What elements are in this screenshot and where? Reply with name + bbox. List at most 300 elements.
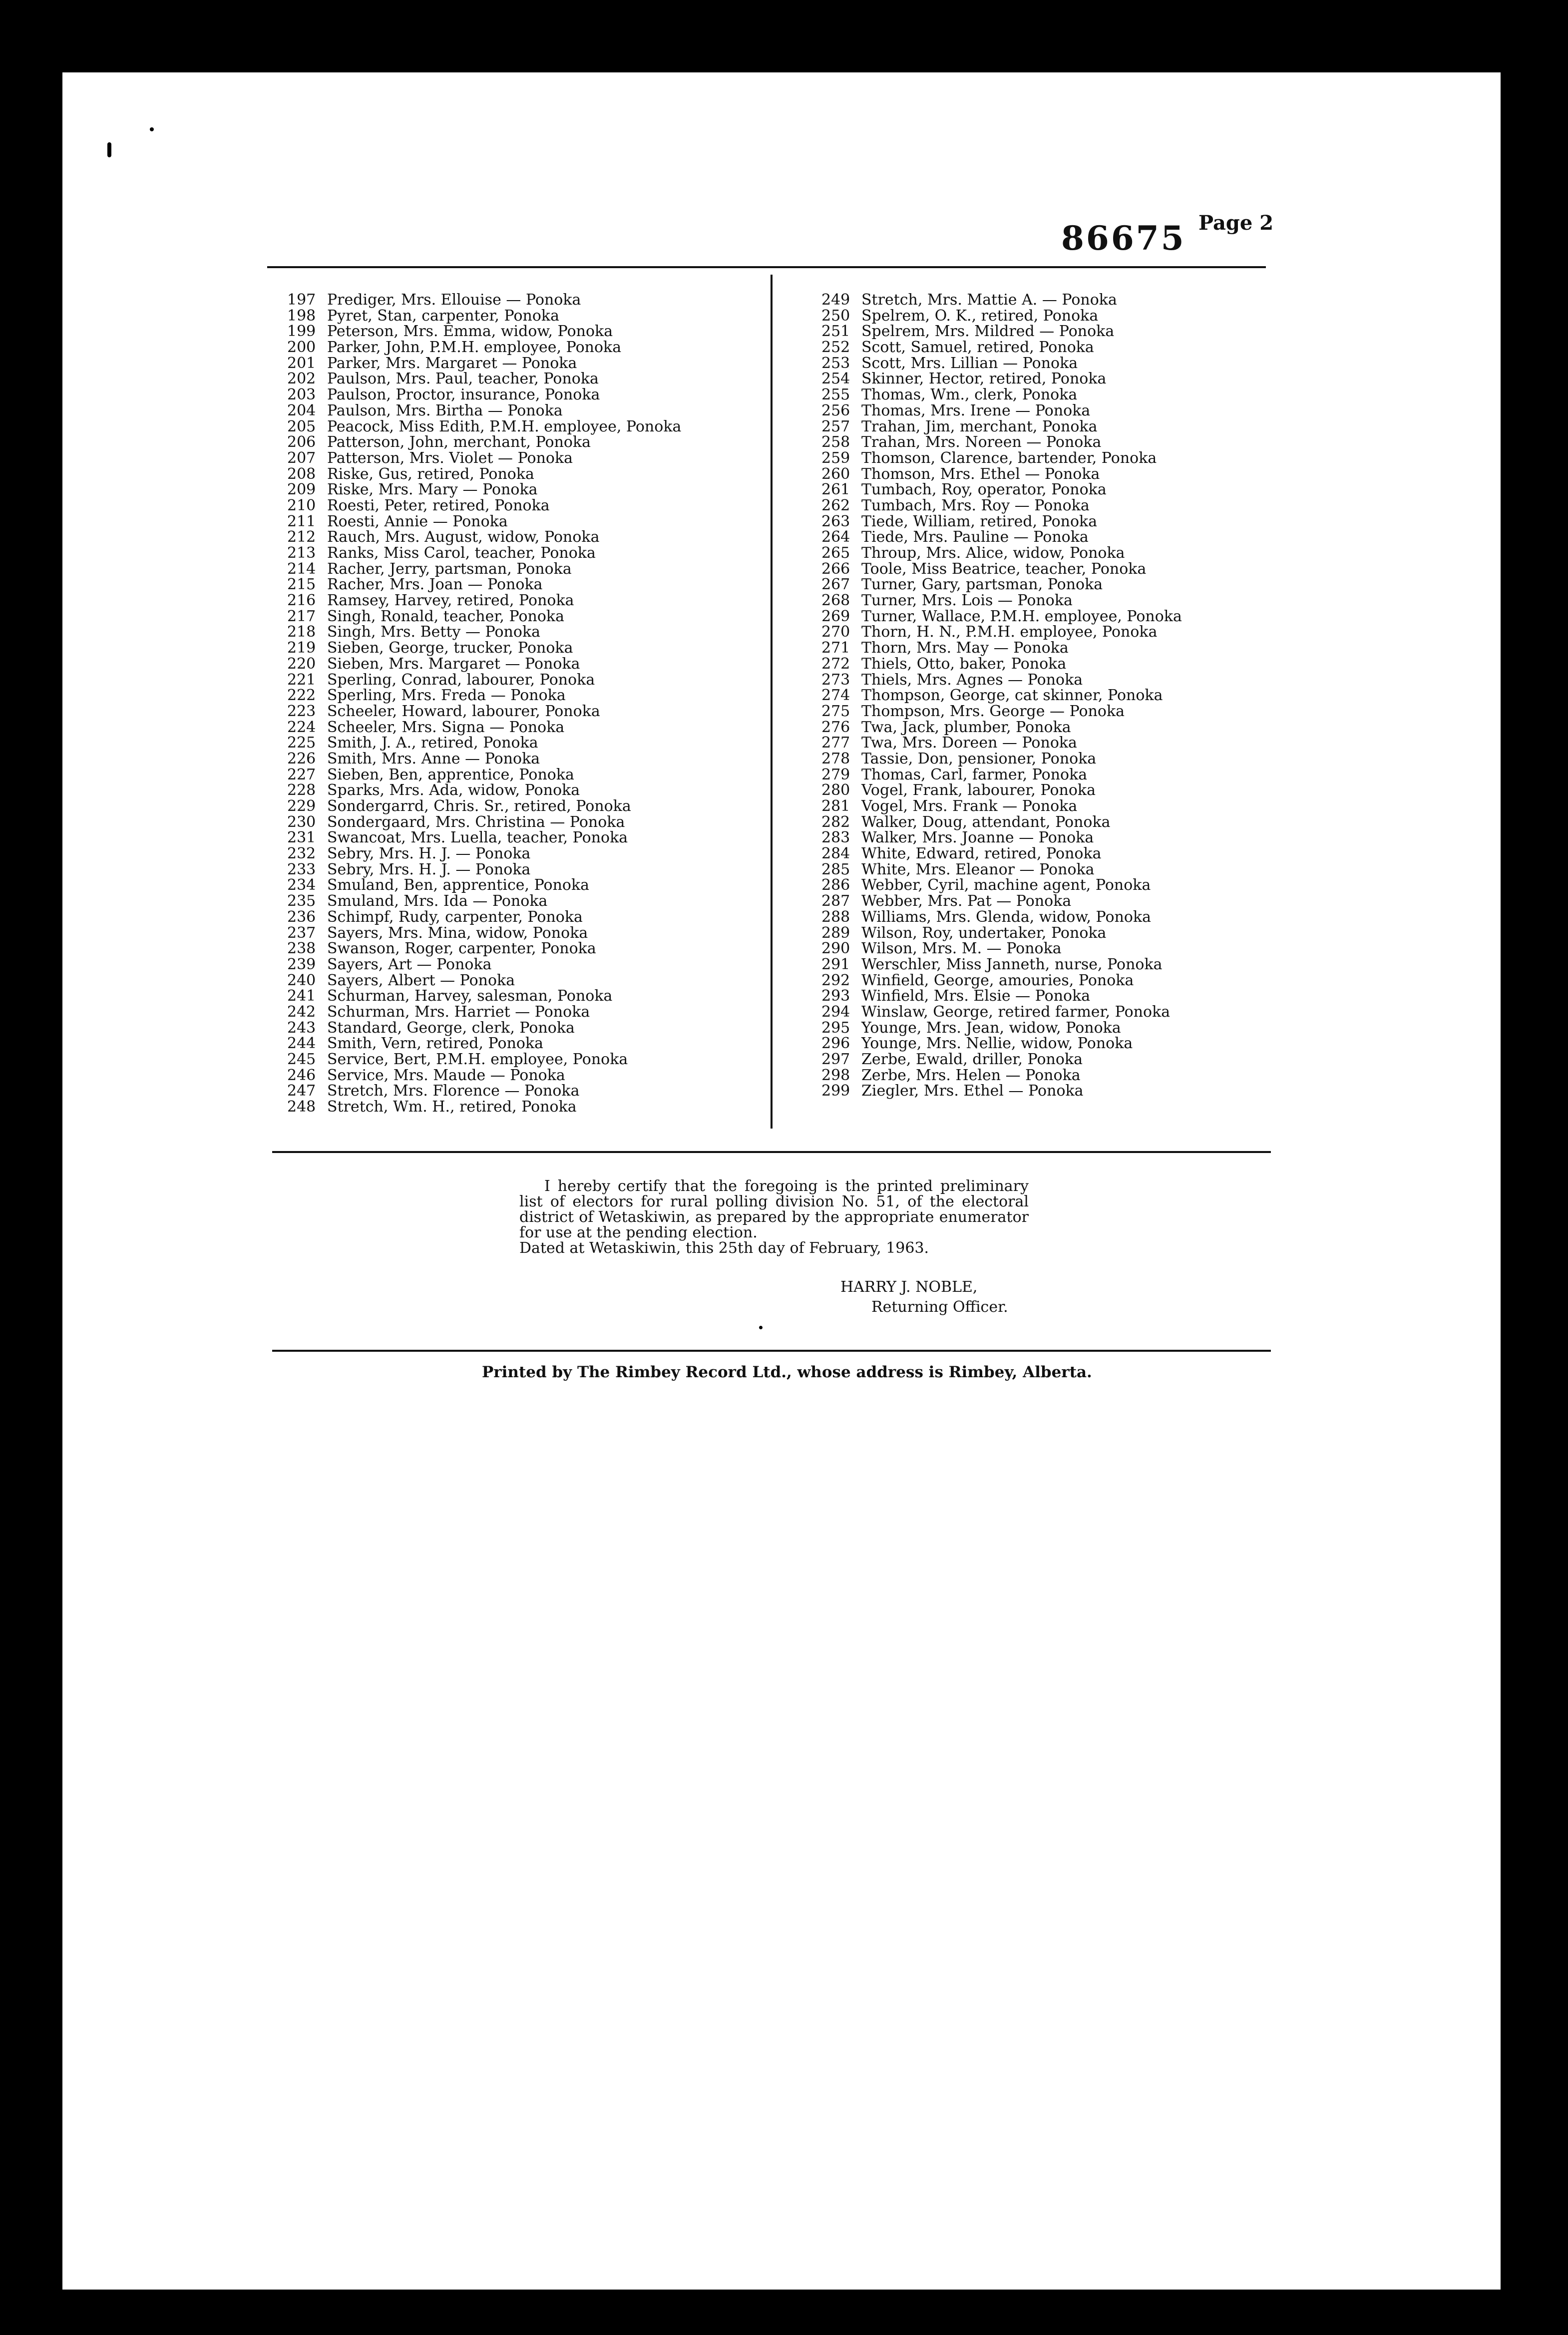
entry-number: 265 <box>821 544 850 562</box>
entry-name: Roesti, Annie — Ponoka <box>327 512 508 530</box>
entry-number: 255 <box>821 386 850 404</box>
entry-number: 298 <box>821 1066 850 1084</box>
page-number: Page 2 <box>1198 211 1274 235</box>
entry-number: 219 <box>287 639 316 657</box>
entry-number: 217 <box>287 607 316 625</box>
entry-number: 293 <box>821 987 850 1005</box>
entry-number: 292 <box>821 971 850 989</box>
entry-name: Throup, Mrs. Alice, widow, Ponoka <box>861 544 1125 562</box>
elector-entry <box>821 308 1182 324</box>
elector-entry <box>821 371 1182 387</box>
entry-number: 231 <box>287 829 316 847</box>
elector-entry <box>821 466 1182 482</box>
entry-number: 236 <box>287 908 316 926</box>
elector-entry <box>287 688 681 704</box>
elector-entry <box>287 1052 681 1068</box>
entry-name: Thomas, Wm., clerk, Ponoka <box>861 386 1078 404</box>
entry-number: 258 <box>821 433 850 451</box>
elector-entry <box>821 1004 1182 1020</box>
elector-entry <box>287 720 681 736</box>
elector-entry <box>287 909 681 925</box>
elector-entry <box>821 482 1182 498</box>
entry-number: 290 <box>821 940 850 958</box>
entry-name: Tiede, Mrs. Pauline — Ponoka <box>861 528 1089 546</box>
entry-name: Spelrem, Mrs. Mildred — Ponoka <box>861 323 1115 341</box>
elector-entry <box>821 387 1182 403</box>
entry-name: Stretch, Mrs. Florence — Ponoka <box>327 1082 580 1100</box>
entry-number: 267 <box>821 576 850 594</box>
entry-name: Zerbe, Mrs. Helen — Ponoka <box>861 1066 1081 1084</box>
entry-name: Thomson, Mrs. Ethel — Ponoka <box>861 465 1100 483</box>
entry-number: 285 <box>821 860 850 878</box>
elector-entry <box>287 324 681 340</box>
entry-name: Schurman, Harvey, salesman, Ponoka <box>327 987 613 1005</box>
entry-name: Sieben, Ben, apprentice, Ponoka <box>327 766 574 783</box>
entry-number: 259 <box>821 449 850 467</box>
entry-number: 297 <box>821 1051 850 1068</box>
entry-name: Schimpf, Rudy, carpenter, Ponoka <box>327 908 583 926</box>
elector-entry <box>821 862 1182 878</box>
entry-name: Swancoat, Mrs. Luella, teacher, Ponoka <box>327 829 628 847</box>
entry-number: 264 <box>821 528 850 546</box>
entry-number: 220 <box>287 655 316 673</box>
entry-name: Thiels, Otto, baker, Ponoka <box>861 655 1067 673</box>
entry-number: 289 <box>821 924 850 942</box>
entry-number: 291 <box>821 955 850 973</box>
entry-name: Thompson, George, cat skinner, Ponoka <box>861 687 1163 705</box>
entry-number: 251 <box>821 323 850 341</box>
elector-entry <box>821 704 1182 720</box>
entry-number: 288 <box>821 908 850 926</box>
entry-name: Racher, Jerry, partsman, Ponoka <box>327 560 572 578</box>
elector-entry <box>287 640 681 656</box>
elector-entry <box>287 988 681 1004</box>
entry-name: Scheeler, Mrs. Signa — Ponoka <box>327 718 565 736</box>
elector-entry <box>821 498 1182 514</box>
elector-entry <box>287 529 681 545</box>
elector-entry <box>287 308 681 324</box>
entry-number: 276 <box>821 718 850 736</box>
elector-entry <box>821 434 1182 450</box>
elector-entry <box>287 292 681 308</box>
elector-entry <box>821 529 1182 545</box>
entry-number: 226 <box>287 750 316 768</box>
entry-number: 197 <box>287 291 316 309</box>
elector-entry <box>821 1068 1182 1084</box>
entry-name: Sparks, Mrs. Ada, widow, Ponoka <box>327 781 580 799</box>
elector-entry <box>287 561 681 577</box>
entry-name: Stretch, Wm. H., retired, Ponoka <box>327 1098 577 1116</box>
elector-entry <box>287 877 681 893</box>
entry-name: Tassie, Don, pensioner, Ponoka <box>861 750 1097 768</box>
entry-name: Thompson, Mrs. George — Ponoka <box>861 702 1125 720</box>
entry-name: Scheeler, Howard, labourer, Ponoka <box>327 702 600 720</box>
entry-number: 209 <box>287 481 316 499</box>
elector-list-right <box>821 292 1182 1099</box>
entry-number: 202 <box>287 370 316 388</box>
elector-entry <box>821 403 1182 419</box>
entry-number: 221 <box>287 671 316 689</box>
entry-number: 280 <box>821 781 850 799</box>
entry-number: 278 <box>821 750 850 768</box>
scan-mark <box>150 127 154 131</box>
entry-number: 256 <box>821 401 850 419</box>
certification-block <box>519 1178 1029 1256</box>
entry-name: Sebry, Mrs. H. J. — Ponoka <box>327 845 531 863</box>
elector-entry <box>821 672 1182 688</box>
entry-name: Service, Bert, P.M.H. employee, Ponoka <box>327 1051 628 1068</box>
elector-entry <box>287 498 681 514</box>
entry-name: Sayers, Albert — Ponoka <box>327 971 515 989</box>
elector-entry <box>287 466 681 482</box>
elector-entry <box>287 925 681 941</box>
entry-name: Sondergaard, Mrs. Christina — Ponoka <box>327 813 625 831</box>
entry-name: Sieben, Mrs. Margaret — Ponoka <box>327 655 580 673</box>
entry-number: 279 <box>821 766 850 783</box>
elector-entry <box>821 292 1182 308</box>
entry-name: Paulson, Proctor, insurance, Ponoka <box>327 386 600 404</box>
elector-entry <box>287 1099 681 1115</box>
elector-entry <box>287 893 681 909</box>
entry-number: 223 <box>287 702 316 720</box>
middle-divider <box>272 1151 1271 1153</box>
scan-mark <box>107 142 111 157</box>
elector-entry <box>287 973 681 989</box>
entry-name: Sayers, Art — Ponoka <box>327 955 492 973</box>
entry-number: 272 <box>821 655 850 673</box>
elector-entry <box>287 735 681 751</box>
elector-entry <box>821 925 1182 941</box>
elector-entry <box>287 514 681 530</box>
elector-entry <box>287 814 681 830</box>
entry-name: Tumbach, Roy, operator, Ponoka <box>861 481 1107 499</box>
elector-entry <box>821 545 1182 561</box>
entry-name: Trahan, Mrs. Noreen — Ponoka <box>861 433 1102 451</box>
entry-number: 273 <box>821 671 850 689</box>
entry-number: 268 <box>821 592 850 610</box>
entry-name: Smith, J. A., retired, Ponoka <box>327 734 538 752</box>
entry-number: 274 <box>821 687 850 705</box>
elector-entry <box>821 909 1182 925</box>
elector-entry <box>287 403 681 419</box>
entry-name: Parker, John, P.M.H. employee, Ponoka <box>327 339 622 357</box>
elector-entry <box>287 1083 681 1099</box>
entry-name: Webber, Mrs. Pat — Ponoka <box>861 892 1072 910</box>
entry-name: Walker, Mrs. Joanne — Ponoka <box>861 829 1094 847</box>
entry-number: 275 <box>821 702 850 720</box>
entry-number: 232 <box>287 845 316 863</box>
elector-entry <box>821 450 1182 466</box>
elector-entry <box>821 356 1182 372</box>
elector-entry <box>287 782 681 798</box>
entry-number: 199 <box>287 323 316 341</box>
entry-number: 239 <box>287 955 316 973</box>
elector-entry <box>821 720 1182 736</box>
entry-name: Peterson, Mrs. Emma, widow, Ponoka <box>327 323 613 341</box>
elector-entry <box>287 450 681 466</box>
entry-number: 249 <box>821 291 850 309</box>
elector-entry <box>821 656 1182 672</box>
entry-number: 205 <box>287 417 316 435</box>
entry-number: 282 <box>821 813 850 831</box>
entry-number: 208 <box>287 465 316 483</box>
entry-number: 207 <box>287 449 316 467</box>
elector-entry <box>287 387 681 403</box>
entry-number: 283 <box>821 829 850 847</box>
entry-number: 224 <box>287 718 316 736</box>
elector-entry <box>287 1036 681 1052</box>
entry-name: Ziegler, Mrs. Ethel — Ponoka <box>861 1082 1084 1100</box>
entry-name: Scott, Mrs. Lillian — Ponoka <box>861 354 1078 372</box>
entry-number: 247 <box>287 1082 316 1100</box>
entry-number: 214 <box>287 560 316 578</box>
entry-name: Thorn, Mrs. May — Ponoka <box>861 639 1069 657</box>
elector-entry <box>821 941 1182 957</box>
entry-number: 206 <box>287 433 316 451</box>
entry-name: Toole, Miss Beatrice, teacher, Ponoka <box>861 560 1147 578</box>
entry-number: 277 <box>821 734 850 752</box>
elector-entry <box>287 340 681 356</box>
entry-number: 248 <box>287 1098 316 1116</box>
entry-name: Ramsey, Harvey, retired, Ponoka <box>327 592 574 610</box>
entry-name: Thomson, Clarence, bartender, Ponoka <box>861 449 1157 467</box>
entry-number: 253 <box>821 354 850 372</box>
elector-entry <box>287 434 681 450</box>
entry-name: Pyret, Stan, carpenter, Ponoka <box>327 307 559 325</box>
entry-number: 284 <box>821 845 850 863</box>
signatory-name: HARRY J. NOBLE, <box>840 1278 978 1296</box>
entry-name: Zerbe, Ewald, driller, Ponoka <box>861 1051 1083 1068</box>
entry-name: Werschler, Miss Janneth, nurse, Ponoka <box>861 955 1163 973</box>
elector-entry <box>287 767 681 783</box>
entry-name: Paulson, Mrs. Paul, teacher, Ponoka <box>327 370 599 388</box>
elector-entry <box>821 830 1182 846</box>
entry-name: Thomas, Carl, farmer, Ponoka <box>861 766 1088 783</box>
elector-entry <box>821 767 1182 783</box>
entry-name: Riske, Gus, retired, Ponoka <box>327 465 534 483</box>
entry-number: 222 <box>287 687 316 705</box>
entry-name: Twa, Mrs. Doreen — Ponoka <box>861 734 1077 752</box>
entry-name: Trahan, Jim, merchant, Ponoka <box>861 417 1098 435</box>
elector-entry <box>821 640 1182 656</box>
entry-name: Turner, Gary, partsman, Ponoka <box>861 576 1103 594</box>
printer-line: Printed by The Rimbey Record Ltd., whose address is Rimbey, Alberta. <box>482 1363 1092 1381</box>
certification-date: Dated at Wetaskiwin, this 25th day of February, 1963. <box>519 1239 929 1257</box>
entry-name: Twa, Jack, plumber, Ponoka <box>861 718 1071 736</box>
entry-name: Rauch, Mrs. August, widow, Ponoka <box>327 528 600 546</box>
entry-number: 227 <box>287 766 316 783</box>
entry-number: 244 <box>287 1035 316 1053</box>
entry-number: 218 <box>287 623 316 641</box>
entry-number: 281 <box>821 797 850 815</box>
entry-name: Scott, Samuel, retired, Ponoka <box>861 339 1094 357</box>
entry-name: Winfield, George, amouries, Ponoka <box>861 971 1134 989</box>
entry-name: Patterson, Mrs. Violet — Ponoka <box>327 449 573 467</box>
entry-number: 237 <box>287 924 316 942</box>
entry-name: Thorn, H. N., P.M.H. employee, Ponoka <box>861 623 1158 641</box>
elector-entry <box>287 798 681 814</box>
entry-number: 204 <box>287 401 316 419</box>
elector-entry <box>821 1052 1182 1068</box>
elector-entry <box>821 624 1182 640</box>
elector-entry <box>287 941 681 957</box>
entry-name: Singh, Ronald, teacher, Ponoka <box>327 607 564 625</box>
entry-number: 252 <box>821 339 850 357</box>
stamp-number: 86675 <box>1061 219 1186 258</box>
elector-entry <box>821 798 1182 814</box>
entry-number: 296 <box>821 1035 850 1053</box>
entry-name: Vogel, Mrs. Frank — Ponoka <box>861 797 1078 815</box>
elector-entry <box>287 545 681 561</box>
entry-number: 240 <box>287 971 316 989</box>
entry-name: Riske, Mrs. Mary — Ponoka <box>327 481 538 499</box>
entry-number: 213 <box>287 544 316 562</box>
elector-entry <box>821 973 1182 989</box>
entry-number: 211 <box>287 512 316 530</box>
entry-number: 210 <box>287 496 316 514</box>
entry-number: 235 <box>287 892 316 910</box>
elector-entry <box>287 704 681 720</box>
entry-name: White, Mrs. Eleanor — Ponoka <box>861 860 1095 878</box>
elector-entry <box>287 1068 681 1084</box>
entry-name: Patterson, John, merchant, Ponoka <box>327 433 591 451</box>
entry-number: 200 <box>287 339 316 357</box>
entry-name: White, Edward, retired, Ponoka <box>861 845 1102 863</box>
elector-entry <box>821 609 1182 625</box>
entry-name: Parker, Mrs. Margaret — Ponoka <box>327 354 577 372</box>
elector-entry <box>287 482 681 498</box>
entry-name: Tiede, William, retired, Ponoka <box>861 512 1098 530</box>
elector-entry <box>821 814 1182 830</box>
entry-number: 203 <box>287 386 316 404</box>
elector-entry <box>821 1083 1182 1099</box>
entry-number: 287 <box>821 892 850 910</box>
entry-number: 266 <box>821 560 850 578</box>
elector-entry <box>287 593 681 609</box>
entry-name: Walker, Doug, attendant, Ponoka <box>861 813 1111 831</box>
entry-name: Turner, Mrs. Lois — Ponoka <box>861 592 1073 610</box>
elector-entry <box>821 735 1182 751</box>
entry-name: Service, Mrs. Maude — Ponoka <box>327 1066 565 1084</box>
entry-name: Winfield, Mrs. Elsie — Ponoka <box>861 987 1091 1005</box>
elector-entry <box>821 593 1182 609</box>
entry-name: Sperling, Conrad, labourer, Ponoka <box>327 671 595 689</box>
entry-number: 198 <box>287 307 316 325</box>
top-divider <box>267 266 1266 268</box>
entry-number: 254 <box>821 370 850 388</box>
entry-number: 216 <box>287 592 316 610</box>
entry-number: 257 <box>821 417 850 435</box>
elector-entry <box>287 419 681 435</box>
elector-entry <box>287 1004 681 1020</box>
entry-number: 295 <box>821 1019 850 1037</box>
entry-number: 215 <box>287 576 316 594</box>
elector-list-left <box>287 292 681 1115</box>
elector-entry <box>287 356 681 372</box>
entry-name: Williams, Mrs. Glenda, widow, Ponoka <box>861 908 1152 926</box>
entry-number: 294 <box>821 1003 850 1021</box>
entry-name: Wilson, Roy, undertaker, Ponoka <box>861 924 1107 942</box>
column-divider <box>771 275 773 1129</box>
entry-name: Tumbach, Mrs. Roy — Ponoka <box>861 496 1090 514</box>
entry-number: 229 <box>287 797 316 815</box>
entry-number: 201 <box>287 354 316 372</box>
entry-number: 225 <box>287 734 316 752</box>
elector-entry <box>287 862 681 878</box>
elector-entry <box>287 656 681 672</box>
entry-name: Peacock, Miss Edith, P.M.H. employee, Ponoka <box>327 417 682 435</box>
entry-number: 246 <box>287 1066 316 1084</box>
entry-name: Sebry, Mrs. H. J. — Ponoka <box>327 860 531 878</box>
elector-entry <box>821 514 1182 530</box>
entry-number: 212 <box>287 528 316 546</box>
elector-entry <box>287 624 681 640</box>
bottom-divider <box>272 1350 1271 1352</box>
elector-entry <box>821 751 1182 767</box>
elector-entry <box>821 688 1182 704</box>
entry-name: Smith, Mrs. Anne — Ponoka <box>327 750 540 768</box>
elector-entry <box>287 957 681 973</box>
entry-number: 260 <box>821 465 850 483</box>
entry-name: Smith, Vern, retired, Ponoka <box>327 1035 544 1053</box>
entry-name: Thomas, Mrs. Irene — Ponoka <box>861 401 1091 419</box>
elector-entry <box>287 846 681 862</box>
entry-name: Swanson, Roger, carpenter, Ponoka <box>327 940 596 958</box>
elector-entry <box>287 609 681 625</box>
entry-name: Skinner, Hector, retired, Ponoka <box>861 370 1107 388</box>
entry-name: Sondergarrd, Chris. Sr., retired, Ponoka <box>327 797 631 815</box>
entry-number: 234 <box>287 876 316 894</box>
entry-name: Sperling, Mrs. Freda — Ponoka <box>327 687 566 705</box>
entry-name: Standard, George, clerk, Ponoka <box>327 1019 575 1037</box>
entry-name: Thiels, Mrs. Agnes — Ponoka <box>861 671 1083 689</box>
elector-entry <box>821 561 1182 577</box>
entry-number: 228 <box>287 781 316 799</box>
entry-number: 286 <box>821 876 850 894</box>
entry-number: 245 <box>287 1051 316 1068</box>
elector-entry <box>821 577 1182 593</box>
entry-number: 271 <box>821 639 850 657</box>
elector-entry <box>821 782 1182 798</box>
elector-entry <box>821 1036 1182 1052</box>
entry-number: 262 <box>821 496 850 514</box>
entry-name: Prediger, Mrs. Ellouise — Ponoka <box>327 291 581 309</box>
certification-text: I hereby certify that the foregoing is the printed preliminary list of electors for rural polling division No. 51, of the electoral district of Wetaskiwin, as prepared by the appropriate enumerator for use at the pending election. <box>519 1177 1029 1241</box>
elector-entry <box>821 893 1182 909</box>
entry-number: 299 <box>821 1082 850 1100</box>
elector-entry <box>287 371 681 387</box>
entry-name: Younge, Mrs. Jean, widow, Ponoka <box>861 1019 1121 1037</box>
entry-name: Schurman, Mrs. Harriet — Ponoka <box>327 1003 590 1021</box>
entry-number: 263 <box>821 512 850 530</box>
entry-name: Smuland, Ben, apprentice, Ponoka <box>327 876 590 894</box>
elector-entry <box>287 751 681 767</box>
entry-name: Spelrem, O. K., retired, Ponoka <box>861 307 1099 325</box>
elector-entry <box>821 877 1182 893</box>
entry-number: 241 <box>287 987 316 1005</box>
entry-name: Smuland, Mrs. Ida — Ponoka <box>327 892 548 910</box>
entry-name: Singh, Mrs. Betty — Ponoka <box>327 623 541 641</box>
elector-entry <box>287 830 681 846</box>
scan-mark <box>759 1326 763 1329</box>
entry-name: Younge, Mrs. Nellie, widow, Ponoka <box>861 1035 1133 1053</box>
elector-entry <box>287 577 681 593</box>
elector-entry <box>821 988 1182 1004</box>
entry-name: Ranks, Miss Carol, teacher, Ponoka <box>327 544 596 562</box>
entry-number: 238 <box>287 940 316 958</box>
signatory-title: Returning Officer. <box>871 1298 1008 1316</box>
entry-name: Turner, Wallace, P.M.H. employee, Ponoka <box>861 607 1182 625</box>
